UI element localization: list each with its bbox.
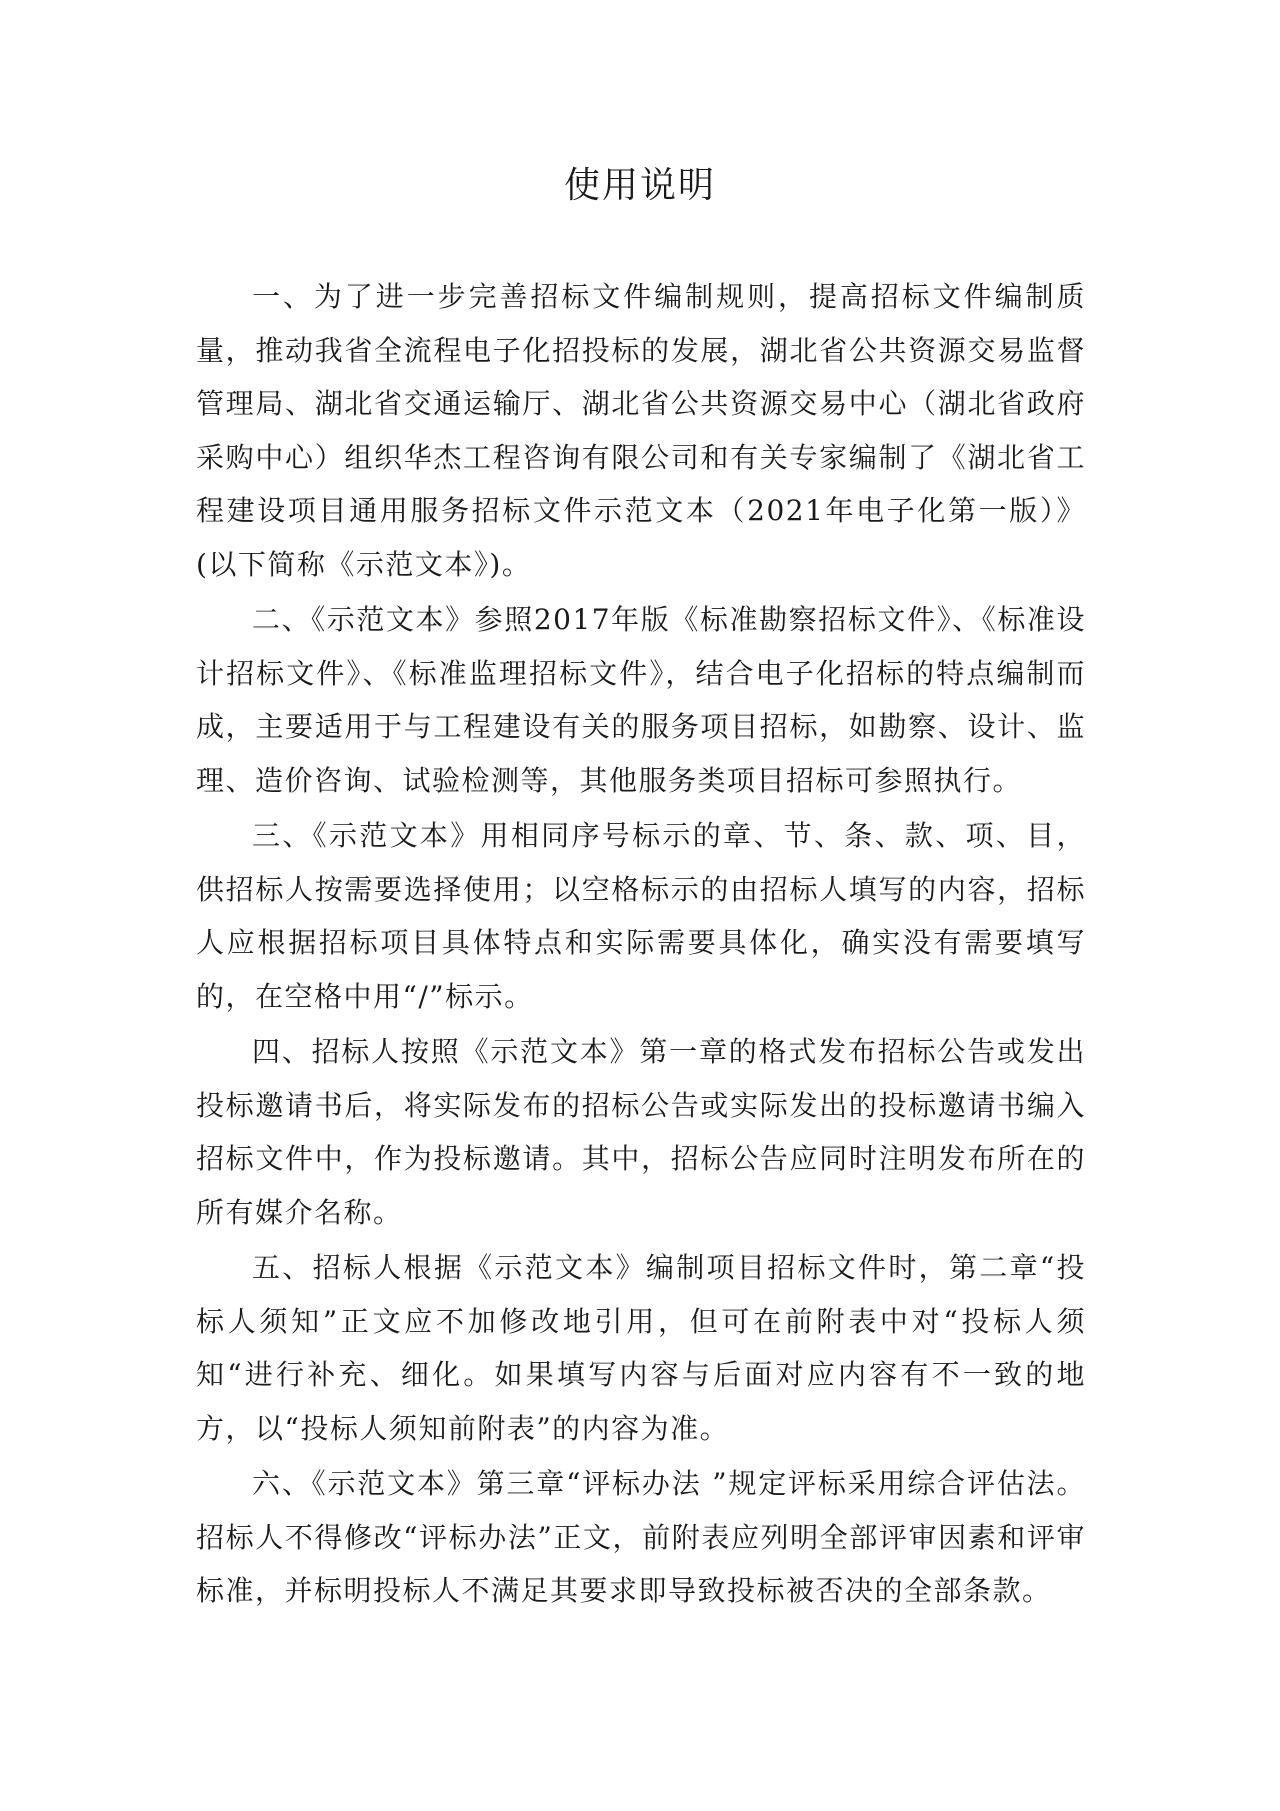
- page-title: 使用说明: [563, 165, 716, 206]
- paragraph-4: 四、招标人按照《示范文本》第一章的格式发布招标公告或发出投标邀请书后，将实际发布的招标公告或实际发出的投标邀请书编入招标文件中，作为投标邀请。其中，招标公告应同时注明发布所在的所有媒介名称。: [196, 1035, 1086, 1229]
- paragraph-5: 五、招标人根据《示范文本》编制项目招标文件时，第二章“投标人须知”正文应不加修改地引用，但可在前附表中对“投标人须知“进行补充、细化。如果填写内容与后面对应内容有不一致的地方，以“投标人须知前附表”的内容为准。: [196, 1251, 1086, 1445]
- document-body: [196, 270, 1086, 1620]
- paragraph-1: 一、为了进一步完善招标文件编制规则，提高招标文件编制质量，推动我省全流程电子化招投标的发展，湖北省公共资源交易监督管理局、湖北省交通运输厅、湖北省公共资源交易中心（湖北省政府采购中心）组织华杰工程咨询有限公司和有关专家编制了《湖北省工程建设项目通用服务招标文件示范文本（2021年电子化第一版）》(以下简称《示范文本》)。: [196, 280, 1086, 581]
- paragraph-3: 三、《示范文本》用相同序号标示的章、节、条、款、项、目，供招标人按需要选择使用；以空格标示的由招标人填写的内容，招标人应根据招标项目具体特点和实际需要具体化，确实没有需要填写的，在空格中用“/”标示。: [196, 819, 1086, 1013]
- paragraph-6: 六、《示范文本》第三章“评标办法 ”规定评标采用综合评估法。招标人不得修改“评标办法”正文，前附表应列明全部评审因素和评审标准，并标明投标人不满足其要求即导致投标被否决的全部条款。: [196, 1467, 1086, 1607]
- paragraph-2: 二、《示范文本》参照2017年版《标准勘察招标文件》、《标准设计招标文件》、《标准监理招标文件》，结合电子化招标的特点编制而成，主要适用于与工程建设有关的服务项目招标，如勘察、设计、监理、造价咨询、试验检测等，其他服务类项目招标可参照执行。: [196, 603, 1086, 797]
